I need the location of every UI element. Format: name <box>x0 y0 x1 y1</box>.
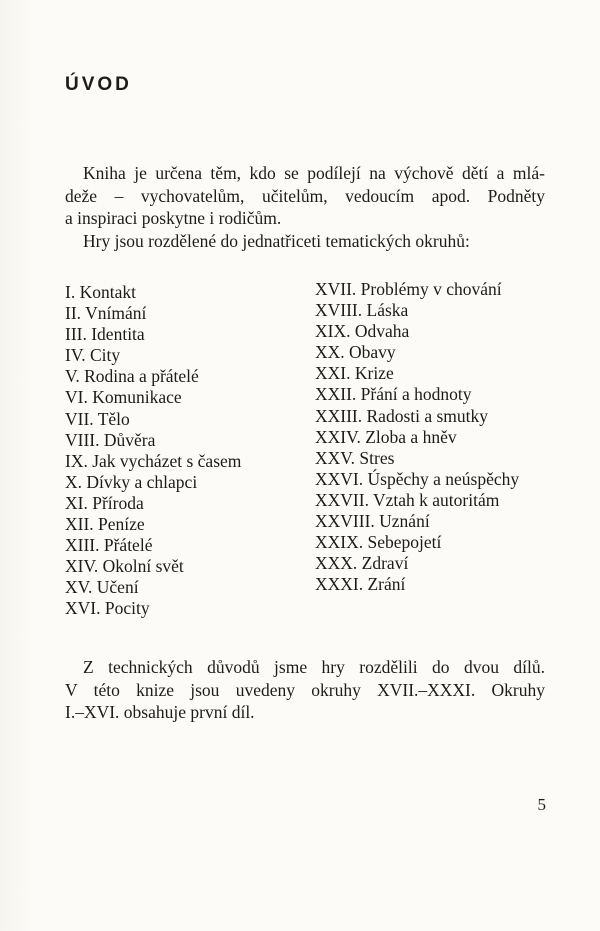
closing-line: V této knize jsou uvedeny okruhy XVII.–XXXI. Okruhy <box>65 679 545 700</box>
closing-line: Z technických důvodů jsme hry rozdělili do dvou dílů. <box>83 657 545 677</box>
topic-item: X. Dívky a chlapci <box>65 471 198 492</box>
topic-item: XXIII. Radosti a smutky <box>315 405 489 426</box>
topic-item: XXVII. Vztah k autoritám <box>315 489 500 510</box>
topic-item: VII. Tělo <box>65 408 130 429</box>
intro-line: deže – vychovatelům, učitelům, vedoucím apod. Podněty <box>65 185 545 206</box>
topic-item: XV. Učení <box>65 577 139 598</box>
topic-item: XI. Příroda <box>65 492 144 513</box>
topic-item: I. Kontakt <box>65 282 136 302</box>
topic-item: III. Identita <box>65 324 145 345</box>
topic-item: XXVI. Úspěchy a neúspěchy <box>315 468 520 489</box>
topic-item: XXII. Přání a hodnoty <box>315 384 472 405</box>
intro-line: Kniha je určena těm, kdo se podílejí na výchově dětí a mlá- <box>83 163 545 183</box>
closing-paragraph <box>65 656 545 724</box>
topic-item: XX. Obavy <box>315 342 396 363</box>
topic-item: XXIX. Sebepojetí <box>315 532 442 553</box>
topic-item: IV. City <box>65 345 121 366</box>
topic-item: XXIV. Zloba a hněv <box>315 426 457 447</box>
page-number: 5 <box>537 795 546 814</box>
topic-item: XVIII. Láska <box>315 300 409 321</box>
topic-item: XXX. Zdraví <box>315 553 409 574</box>
topic-item: XII. Peníze <box>65 514 145 535</box>
topic-item: XVI. Pocity <box>65 598 150 619</box>
intro-line: a inspiraci poskytne i rodičům. <box>65 208 282 228</box>
closing-line: I.–XVI. obsahuje první díl. <box>65 702 255 722</box>
topic-item: XIV. Okolní svět <box>65 556 184 577</box>
topic-item: XIX. Odvaha <box>315 321 410 342</box>
topics-intro-sentence: Hry jsou rozdělené do jednatřiceti tematických okruhů: <box>83 231 470 251</box>
topic-item: XIII. Přátelé <box>65 535 153 556</box>
topics-list-left <box>65 282 241 620</box>
intro-paragraph <box>65 162 545 230</box>
topic-item: XXVIII. Uznání <box>315 511 430 532</box>
topic-item: VIII. Důvěra <box>65 429 156 450</box>
topics-list-right <box>315 279 519 595</box>
topic-item: II. Vnímání <box>65 303 147 324</box>
topic-item: V. Rodina a přátelé <box>65 366 199 387</box>
section-heading: ÚVOD <box>65 74 132 95</box>
topic-item: IX. Jak vycházet s časem <box>65 450 242 471</box>
topic-item: XXV. Stres <box>315 447 395 468</box>
topic-item: XXI. Krize <box>315 363 394 384</box>
topic-item: XXXI. Zrání <box>315 574 406 595</box>
topic-item: XVII. Problémy v chování <box>315 279 502 299</box>
topic-item: VI. Komunikace <box>65 387 182 408</box>
